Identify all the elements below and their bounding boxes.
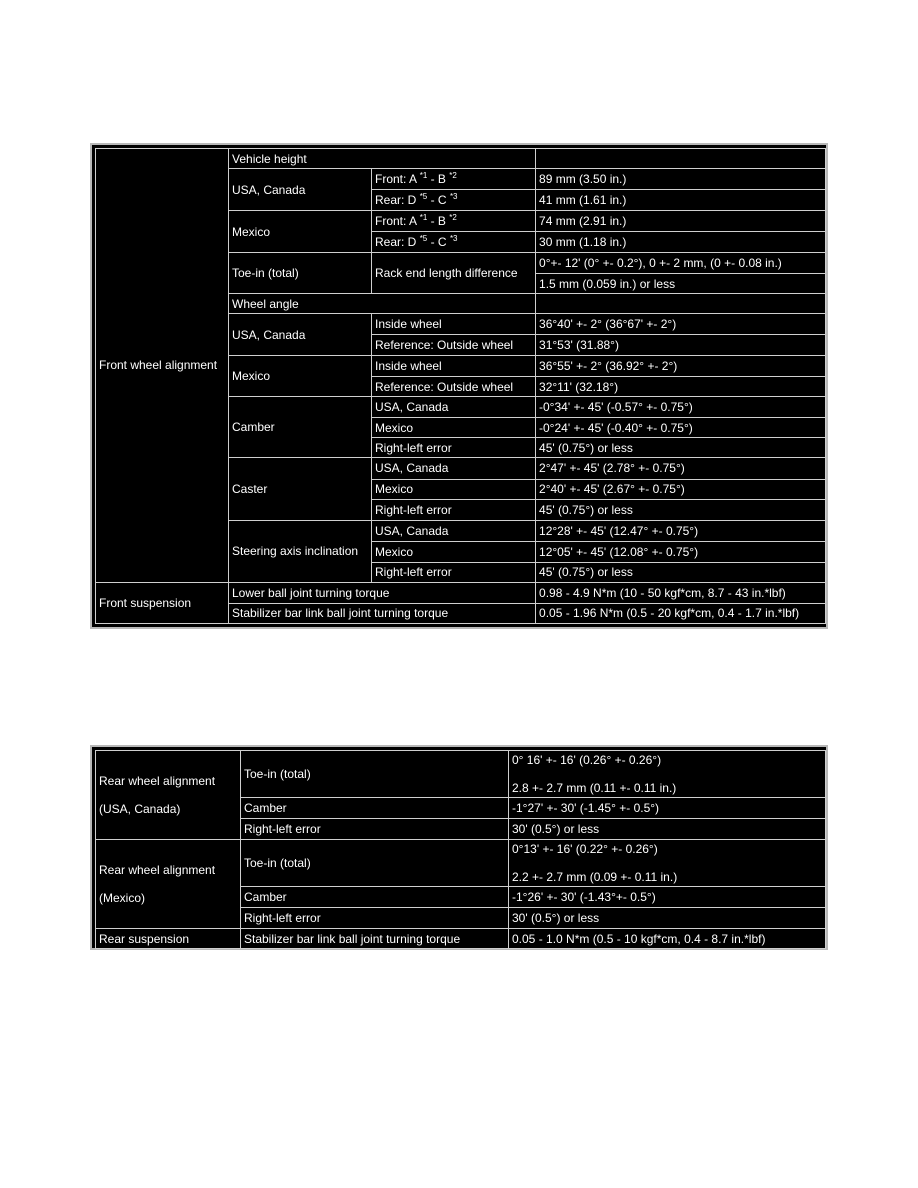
rear-stabilizer-label: Stabilizer bar link ball joint turning torque bbox=[241, 929, 509, 949]
front-spec-table bbox=[90, 143, 828, 629]
camber-mexico-label: Mexico bbox=[372, 418, 536, 438]
toe-in-sub-label: Rack end length difference bbox=[372, 253, 536, 294]
camber-usa-label: USA, Canada bbox=[372, 397, 536, 418]
wheel-angle-usa-inside-value: 36°40' +- 2° (36°67' +- 2°) bbox=[536, 314, 826, 335]
wheel-angle-usa-outside-label: Reference: Outside wheel bbox=[372, 335, 536, 356]
wheel-angle-mexico-inside-label: Inside wheel bbox=[372, 356, 536, 377]
rear-usa-error-label: Right-left error bbox=[241, 819, 509, 840]
toe-in-label: Toe-in (total) bbox=[229, 253, 372, 294]
rear-spec-grid bbox=[95, 750, 826, 949]
rear-spec-table bbox=[90, 745, 828, 950]
toe-in-value-1: 0°+- 12' (0° +- 0.2°), 0 +- 2 mm, (0 +- 0.08 in.) bbox=[536, 253, 826, 274]
rear-usa-camber-value: -1°27' +- 30' (-1.45° +- 0.5°) bbox=[509, 798, 826, 819]
caster-error-value: 45' (0.75°) or less bbox=[536, 499, 826, 520]
camber-mexico-value: -0°24' +- 45' (-0.40° +- 0.75°) bbox=[536, 418, 826, 438]
vehicle-height-mexico-rear-value: 30 mm (1.18 in.) bbox=[536, 232, 826, 253]
rear-usa-toe-value: 0° 16' +- 16' (0.26° +- 0.26°) 2.8 +- 2.7 mm (0.11 +- 0.11 in.) bbox=[509, 751, 826, 798]
caster-label: Caster bbox=[229, 458, 372, 520]
caster-mexico-label: Mexico bbox=[372, 479, 536, 499]
vehicle-height-mexico-front-value: 74 mm (2.91 in.) bbox=[536, 211, 826, 232]
vehicle-height-mexico-label: Mexico bbox=[229, 211, 372, 253]
camber-usa-value: -0°34' +- 45' (-0.57° +- 0.75°) bbox=[536, 397, 826, 418]
steering-axis-label: Steering axis inclination bbox=[229, 520, 372, 582]
rear-mexico-label: Rear wheel alignment (Mexico) bbox=[96, 840, 241, 929]
rear-mexico-camber-label: Camber bbox=[241, 887, 509, 908]
wheel-angle-usa-outside-value: 31°53' (31.88°) bbox=[536, 335, 826, 356]
rear-mexico-error-value: 30' (0.5°) or less bbox=[509, 908, 826, 929]
wheel-angle-usa-inside-label: Inside wheel bbox=[372, 314, 536, 335]
rear-usa-error-value: 30' (0.5°) or less bbox=[509, 819, 826, 840]
caster-usa-label: USA, Canada bbox=[372, 458, 536, 479]
rear-mexico-toe-value: 0°13' +- 16' (0.22° +- 0.26°) 2.2 +- 2.7 mm (0.09 +- 0.11 in.) bbox=[509, 840, 826, 887]
rear-usa-toe-label: Toe-in (total) bbox=[241, 751, 509, 798]
rear-mexico-error-label: Right-left error bbox=[241, 908, 509, 929]
caster-mexico-value: 2°40' +- 45' (2.67° +- 0.75°) bbox=[536, 479, 826, 499]
front-suspension-label: Front suspension bbox=[96, 582, 229, 623]
wheel-angle-title: Wheel angle bbox=[229, 294, 536, 314]
caster-error-label: Right-left error bbox=[372, 499, 536, 520]
vehicle-height-title: Vehicle height bbox=[229, 149, 536, 169]
vehicle-height-mexico-front-label: Front: A $^{*1}$ - B $^{*2}$ bbox=[372, 211, 536, 232]
rear-suspension-label: Rear suspension bbox=[96, 929, 241, 949]
rear-stabilizer-value: 0.05 - 1.0 N*m (0.5 - 10 kgf*cm, 0.4 - 8.7 in.*lbf) bbox=[509, 929, 826, 949]
wheel-angle-mexico-inside-value: 36°55' +- 2° (36.92° +- 2°) bbox=[536, 356, 826, 377]
vehicle-height-usa-front-label: Front: A $^{*1}$ - B $^{*2}$ bbox=[372, 169, 536, 190]
camber-error-value: 45' (0.75°) or less bbox=[536, 438, 826, 458]
empty-cell bbox=[536, 294, 826, 314]
wheel-angle-mexico-label: Mexico bbox=[229, 356, 372, 397]
rear-mexico-camber-value: -1°26' +- 30' (-1.43°+- 0.5°) bbox=[509, 887, 826, 908]
rear-mexico-toe-label: Toe-in (total) bbox=[241, 840, 509, 887]
front-stabilizer-value: 0.05 - 1.96 N*m (0.5 - 20 kgf*cm, 0.4 - 1.7 in.*lbf) bbox=[536, 603, 826, 623]
vehicle-height-usa-label: USA, Canada bbox=[229, 169, 372, 211]
front-wheel-alignment-label: Front wheel alignment bbox=[96, 149, 229, 583]
wheel-angle-usa-label: USA, Canada bbox=[229, 314, 372, 356]
rear-usa-label: Rear wheel alignment (USA, Canada) bbox=[96, 751, 241, 840]
steering-axis-usa-label: USA, Canada bbox=[372, 520, 536, 541]
front-spec-grid bbox=[95, 148, 826, 624]
wheel-angle-mexico-outside-value: 32°11' (32.18°) bbox=[536, 377, 826, 397]
steering-axis-error-value: 45' (0.75°) or less bbox=[536, 562, 826, 582]
lower-ball-joint-value: 0.98 - 4.9 N*m (10 - 50 kgf*cm, 8.7 - 43 in.*lbf) bbox=[536, 582, 826, 603]
steering-axis-mexico-value: 12°05' +- 45' (12.08° +- 0.75°) bbox=[536, 541, 826, 562]
toe-in-value-2: 1.5 mm (0.059 in.) or less bbox=[536, 274, 826, 294]
vehicle-height-usa-front-value: 89 mm (3.50 in.) bbox=[536, 169, 826, 190]
rear-usa-camber-label: Camber bbox=[241, 798, 509, 819]
steering-axis-error-label: Right-left error bbox=[372, 562, 536, 582]
wheel-angle-mexico-outside-label: Reference: Outside wheel bbox=[372, 377, 536, 397]
vehicle-height-mexico-rear-label: Rear: D $^{*5}$ - C $^{*3}$ bbox=[372, 232, 536, 253]
caster-usa-value: 2°47' +- 45' (2.78° +- 0.75°) bbox=[536, 458, 826, 479]
camber-error-label: Right-left error bbox=[372, 438, 536, 458]
empty-cell bbox=[536, 149, 826, 169]
lower-ball-joint-label: Lower ball joint turning torque bbox=[229, 582, 536, 603]
front-stabilizer-label: Stabilizer bar link ball joint turning torque bbox=[229, 603, 536, 623]
vehicle-height-usa-rear-value: 41 mm (1.61 in.) bbox=[536, 190, 826, 211]
steering-axis-mexico-label: Mexico bbox=[372, 541, 536, 562]
camber-label: Camber bbox=[229, 397, 372, 458]
steering-axis-usa-value: 12°28' +- 45' (12.47° +- 0.75°) bbox=[536, 520, 826, 541]
vehicle-height-usa-rear-label: Rear: D $^{*5}$ - C $^{*3}$ bbox=[372, 190, 536, 211]
